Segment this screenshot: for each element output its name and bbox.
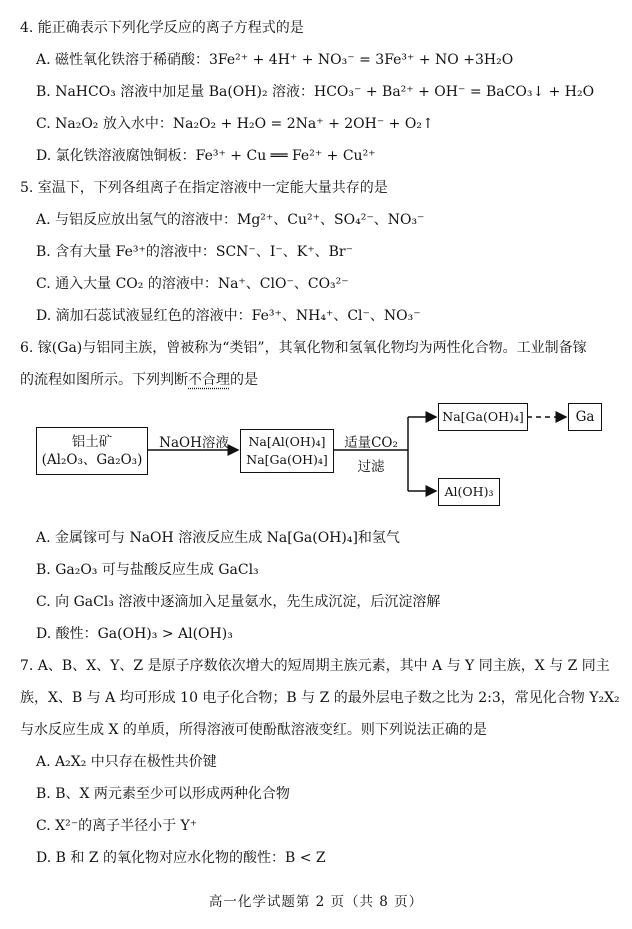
step1-label: NaOH溶液 (159, 435, 229, 451)
q6-option-c: C. 向 GaCl₃ 溶液中逐滴加入足量氨水，先生成沉淀，后沉淀溶解 (36, 594, 441, 610)
q7-stem-line1: 7. A、B、X、Y、Z 是原子序数依次增大的短周期主族元素，其中 A 与 Y 同主族，X 与 Z 同主 (20, 658, 610, 674)
step2-reagent: 适量CO₂ (344, 435, 398, 451)
mid-gallate: Na[Ga(OH)₄] (246, 452, 328, 467)
q6-stem-line2 (20, 370, 258, 390)
step2-filter: 过滤 (357, 459, 385, 475)
mid-aluminate: Na[Al(OH)₄] (248, 434, 326, 449)
q6-option-b: B. Ga₂O₃ 可与盐酸反应生成 GaCl₃ (36, 562, 259, 578)
page-footer: 高一化学试题第 2 页（共 8 页） (208, 894, 424, 910)
q6-option-d: D. 酸性：Ga(OH)₃ > Al(OH)₃ (36, 626, 233, 642)
q4-option-d: D. 氯化铁溶液腐蚀铜板：Fe³⁺ + Cu ══ Fe²⁺ + Cu²⁺ (36, 148, 376, 164)
q5-option-c: C. 通入大量 CO₂ 的溶液中：Na⁺、ClO⁻、CO₃²⁻ (36, 276, 349, 292)
ore-label: 铝土矿 (71, 434, 113, 450)
q4-option-c: C. Na₂O₂ 放入水中：Na₂O₂ + H₂O = 2Na⁺ + 2OH⁻ + O₂↑ (36, 116, 434, 132)
q4-option-b: B. NaHCO₃ 溶液中加足量 Ba(OH)₂ 溶液：HCO₃⁻ + Ba²⁺ + OH⁻ = BaCO₃↓ + H₂O (36, 84, 595, 100)
q6-option-a: A. 金属镓可与 NaOH 溶液反应生成 Na[Ga(OH)₄]和氢气 (36, 530, 400, 546)
ga-label: Ga (575, 409, 595, 425)
aloh3-box (438, 478, 500, 506)
ore-box (36, 427, 148, 475)
q7-stem-line3: 与水反应生成 X 的单质，所得溶液可使酚酞溶液变红。则下列说法正确的是 (20, 722, 487, 738)
q7-option-d: D. B 和 Z 的氧化物对应水化物的酸性：B < Z (36, 850, 326, 866)
aloh3-label: Al(OH)₃ (444, 484, 494, 499)
q7-option-c: C. X²⁻的离子半径小于 Y⁺ (36, 818, 198, 834)
gallate-label: Na[Ga(OH)₄] (442, 409, 524, 424)
q4-stem: 4. 能正确表示下列化学反应的离子方程式的是 (20, 20, 304, 36)
ore-formula: (Al₂O₃、Ga₂O₃) (41, 452, 143, 468)
q5-option-b: B. 含有大量 Fe³⁺的溶液中：SCN⁻、I⁻、K⁺、Br⁻ (36, 244, 353, 260)
q7-stem-line2: 族，X、B 与 A 均可形成 10 电子化合物；B 与 Z 的最外层电子数之比为 2:3，常见化合物 Y₂X₂ (20, 690, 620, 706)
q6-stem-post: 的是 (230, 372, 258, 388)
q6-stem-line1: 6. 镓(Ga)与铝同主族，曾被称为“类铝”，其氧化物和氢氧化物均为两性化合物。工业制备镓 (20, 340, 587, 356)
q6-stem-emphasis: 不合理 (188, 372, 230, 388)
mid-box (240, 429, 334, 473)
q4-option-a: A. 磁性氧化铁溶于稀硝酸：3Fe²⁺ + 4H⁺ + NO₃⁻ = 3Fe³⁺ + NO +3H₂O (36, 52, 514, 68)
q6-stem-pre: 的流程如图所示。下列判断 (20, 372, 188, 388)
q5-option-d: D. 滴加石蕊试液显红色的溶液中：Fe³⁺、NH₄⁺、Cl⁻、NO₃⁻ (36, 308, 421, 324)
q6-flow-diagram (0, 395, 632, 515)
q5-option-a: A. 与铝反应放出氢气的溶液中：Mg²⁺、Cu²⁺、SO₄²⁻、NO₃⁻ (36, 212, 425, 228)
gallate-box (438, 403, 528, 431)
q5-stem: 5. 室温下，下列各组离子在指定溶液中一定能大量共存的是 (20, 180, 388, 196)
q7-option-b: B. B、X 两元素至少可以形成两种化合物 (36, 786, 290, 802)
ga-box (568, 403, 602, 431)
q7-option-a: A. A₂X₂ 中只存在极性共价键 (36, 754, 217, 770)
